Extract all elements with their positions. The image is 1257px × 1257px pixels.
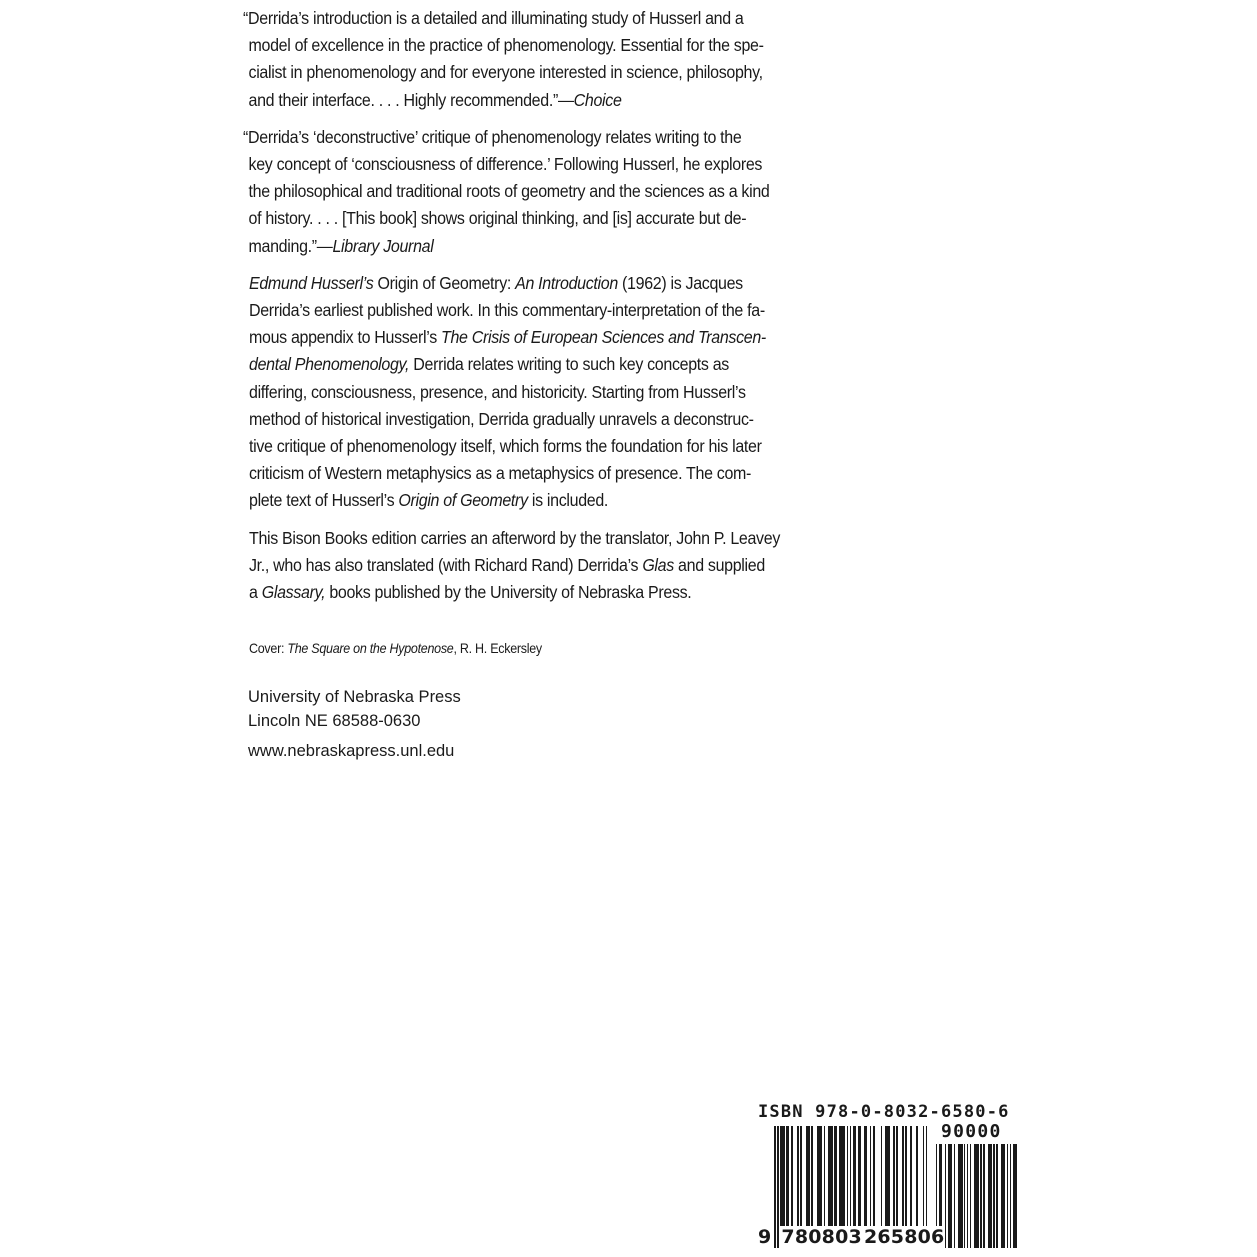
price-code: 90000 [941,1121,1002,1142]
text-line: method of historical investigation, Derrida gradually unravels a deconstruc- [249,408,754,429]
text-line: the philosophical and traditional roots of geometry and the sciences as a kind [248,181,770,202]
text-line: dental Phenomenology, Derrida relates writing to such key concepts as [249,354,729,375]
text-line: key concept of ‘consciousness of difference.’ Following Husserl, he explores [248,154,763,175]
text-line: cialist in phenomenology and for everyone interested in science, philosophy, [248,62,763,83]
publisher-website: www.nebraskapress.unl.edu [248,742,455,760]
isbn-barcode [758,1102,1018,1252]
publisher-address: Lincoln NE 68588-0630 [248,711,421,730]
review-quote-library-journal [243,124,823,260]
text-line: Derrida’s earliest published work. In this commentary-interpretation of the fa- [249,300,765,321]
cover-artwork-title: The Square on the Hypotenose [287,641,454,656]
addon-bars [936,1144,1017,1248]
text-line: criticism of Western metaphysics as a metaphysics of presence. The com- [249,463,752,484]
text-line: tive critique of phenomenology itself, which forms the foundation for his later [249,436,762,457]
ean-digits [758,1226,945,1248]
ean-left-group: 780803 [781,1226,862,1248]
publisher-address-block [248,686,461,733]
cover-credit-prefix: Cover: [249,641,288,656]
text-line: and their interface. . . . Highly recommended.”—Choice [248,89,622,110]
text-line: Jr., who has also translated (with Richard Rand) Derrida’s Glas and supplied [249,554,765,575]
publisher-name: University of Nebraska Press [248,688,461,706]
text-line: model of excellence in the practice of phenomenology. Essential for the spe- [248,35,764,56]
ean-right-group: 265806 [863,1226,945,1248]
cover-artist: , R. H. Eckersley [453,641,542,656]
book-description [243,270,823,515]
isbn-label: ISBN 978-0-8032-6580-6 [758,1102,1010,1122]
cover-art-credit [249,641,542,656]
text-line: “Derrida’s ‘deconstructive’ critique of phenomenology relates writing to the [243,126,742,147]
back-cover-text [243,5,823,606]
text-line: “Derrida’s introduction is a detailed and illuminating study of Husserl and a [243,8,744,28]
text-line: Edmund Husserl’s Origin of Geometry: An Introduction (1962) is Jacques [249,272,743,293]
text-line: This Bison Books edition carries an afterword by the translator, John P. Leavey [249,527,780,548]
review-quote-choice [243,5,823,114]
ean-first-digit: 9 [758,1226,772,1248]
text-line: of history. . . . [This book] shows original thinking, and [is] accurate but de- [248,208,747,229]
text-line: a Glassary, books published by the University of Nebraska Press. [249,582,692,603]
text-line: manding.”—Library Journal [248,235,434,256]
edition-note [243,525,823,607]
text-line: plete text of Husserl’s Origin of Geometry is included. [249,490,609,511]
text-line: mous appendix to Husserl’s The Crisis of European Sciences and Transcen- [249,327,766,348]
text-line: differing, consciousness, presence, and historicity. Starting from Husserl’s [249,381,746,402]
